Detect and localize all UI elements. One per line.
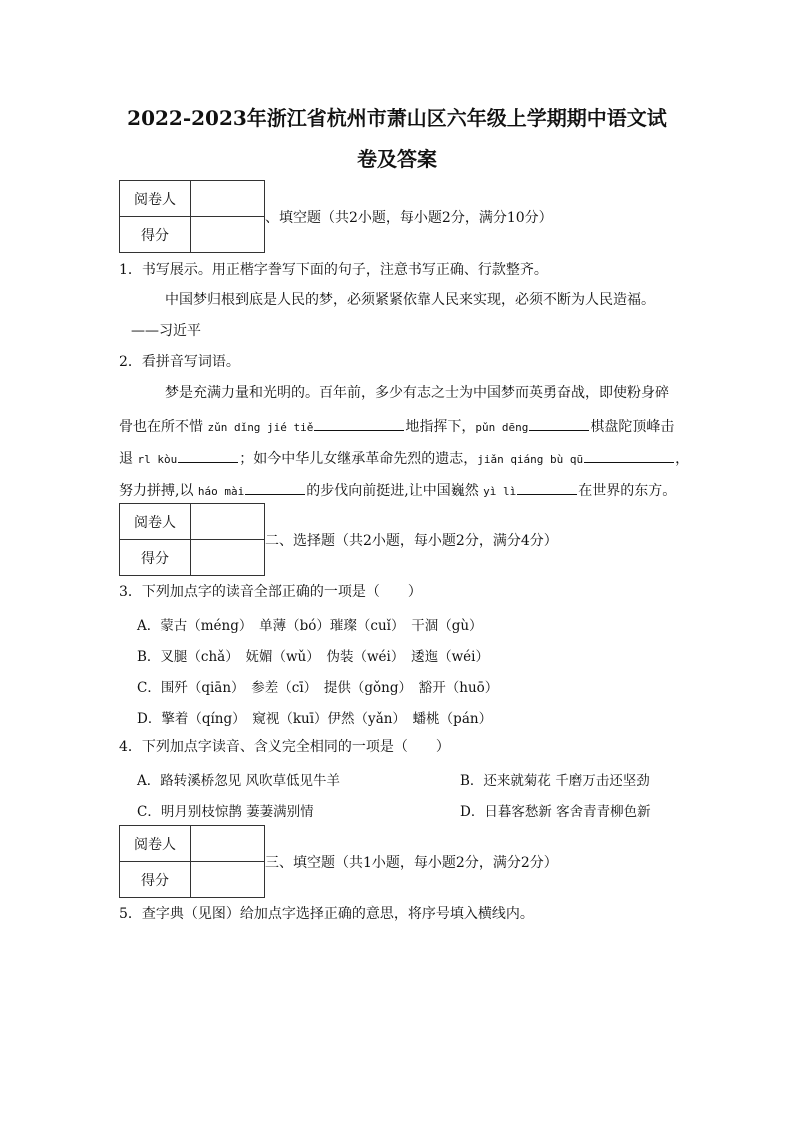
q2-paragraph-line-1: 梦是充满力量和光明的。百年前，多少有志之士为中国梦而英勇奋战，即使粉身碎 <box>165 385 669 401</box>
q5-stem: 5．查字典（见图）给加点字选择正确的意思，将序号填入横线内。 <box>119 906 534 922</box>
score-label: 得分 <box>120 540 191 576</box>
reviewer-label: 阅卷人 <box>120 181 191 217</box>
reviewer-cell[interactable] <box>191 826 265 862</box>
reviewer-label: 阅卷人 <box>120 826 191 862</box>
q4-option-d[interactable]: D．日暮客愁新 客舍青青柳色新 <box>460 804 651 820</box>
q2-text: 在世界的东方。 <box>578 483 677 499</box>
section-3-heading: 三、填空题（共1小题，每小题2分，满分2分） <box>265 855 558 871</box>
q4-option-b[interactable]: B．还来就菊花 千磨万击还坚劲 <box>460 773 650 789</box>
pinyin-prompt: háo mài <box>197 485 245 498</box>
answer-blank[interactable] <box>517 480 577 495</box>
q2-text: ；如今中华儿女继承革命先烈的遗志， <box>239 451 478 467</box>
q3-option-a[interactable]: A．蒙古（méng） 单薄（bó）璀璨（cuǐ） 干涸（gù） <box>137 618 483 634</box>
q3-option-d[interactable]: D．擎着（qíng） 窥视（kuī）伊然（yǎn） 蟠桃（pán） <box>137 711 493 727</box>
section-2-heading: 二、选择题（共2小题，每小题2分，满分4分） <box>265 533 558 549</box>
q2-paragraph-line-3 <box>119 448 689 469</box>
reviewer-label: 阅卷人 <box>120 504 191 540</box>
pinyin-prompt: rl kòu <box>137 453 178 466</box>
pinyin-prompt: yì lì <box>483 485 517 498</box>
q3-option-b[interactable]: B．叉腿（chǎ） 妩媚（wǔ） 伪装（wéi） 逶迤（wéi） <box>137 649 489 665</box>
answer-blank[interactable] <box>245 480 305 495</box>
answer-blank[interactable] <box>584 448 674 463</box>
score-cell[interactable] <box>191 217 265 253</box>
score-label: 得分 <box>120 862 191 898</box>
grader-box-1 <box>119 180 265 253</box>
q2-text: 地指挥下， <box>405 419 476 435</box>
q2-text: 退 <box>119 451 133 467</box>
pinyin-prompt: jiǎn qiáng bù qū <box>477 453 584 466</box>
score-label: 得分 <box>120 217 191 253</box>
exam-title-line-1: 2022-2023年浙江省杭州市萧山区六年级上学期期中语文试 <box>127 106 667 130</box>
q2-paragraph-line-4 <box>119 480 676 501</box>
q1-author: ——习近平 <box>131 323 201 339</box>
reviewer-cell[interactable] <box>191 504 265 540</box>
q2-text: 骨也在所不惜 <box>119 419 203 435</box>
q2-text: 的步伐向前挺进,让中国巍然 <box>306 483 479 499</box>
q1-quote: 中国梦归根到底是人民的梦，必须紧紧依靠人民来实现，必须不断为人民造福。 <box>165 292 655 308</box>
grader-box-3 <box>119 825 265 898</box>
pinyin-prompt: zǔn dǐng jié tiě <box>207 421 314 434</box>
q2-stem: 2．看拼音写词语。 <box>119 354 240 370</box>
score-cell[interactable] <box>191 540 265 576</box>
q4-option-c[interactable]: C．明月别枝惊鹊 萋萋满别情 <box>137 804 314 820</box>
section-1-heading: 、填空题（共2小题，每小题2分，满分10分） <box>265 210 553 226</box>
answer-blank[interactable] <box>529 416 589 431</box>
q2-text: ， <box>675 451 690 467</box>
q1-stem: 1．书写展示。用正楷字誊写下面的句子，注意书写正确、行款整齐。 <box>119 262 548 278</box>
answer-blank[interactable] <box>314 416 404 431</box>
exam-title-line-2: 卷及答案 <box>357 147 437 171</box>
answer-blank[interactable] <box>178 448 238 463</box>
pinyin-prompt: pǔn dēng <box>475 421 529 434</box>
q2-text: 努力拼搏,以 <box>119 483 194 499</box>
reviewer-cell[interactable] <box>191 181 265 217</box>
q2-text: 棋盘陀顶峰击 <box>590 419 675 435</box>
q4-option-a[interactable]: A．路转溪桥忽见 风吹草低见牛羊 <box>137 773 341 789</box>
grader-box-2 <box>119 503 265 576</box>
q3-stem: 3．下列加点字的读音全部正确的一项是（ ） <box>119 584 422 600</box>
q2-paragraph-line-2 <box>119 416 674 437</box>
q4-stem: 4．下列加点字读音、含义完全相同的一项是（ ） <box>119 739 450 755</box>
score-cell[interactable] <box>191 862 265 898</box>
q3-option-c[interactable]: C．围歼（qiān） 参差（cī） 提供（gǒng） 豁开（huō） <box>137 680 499 696</box>
